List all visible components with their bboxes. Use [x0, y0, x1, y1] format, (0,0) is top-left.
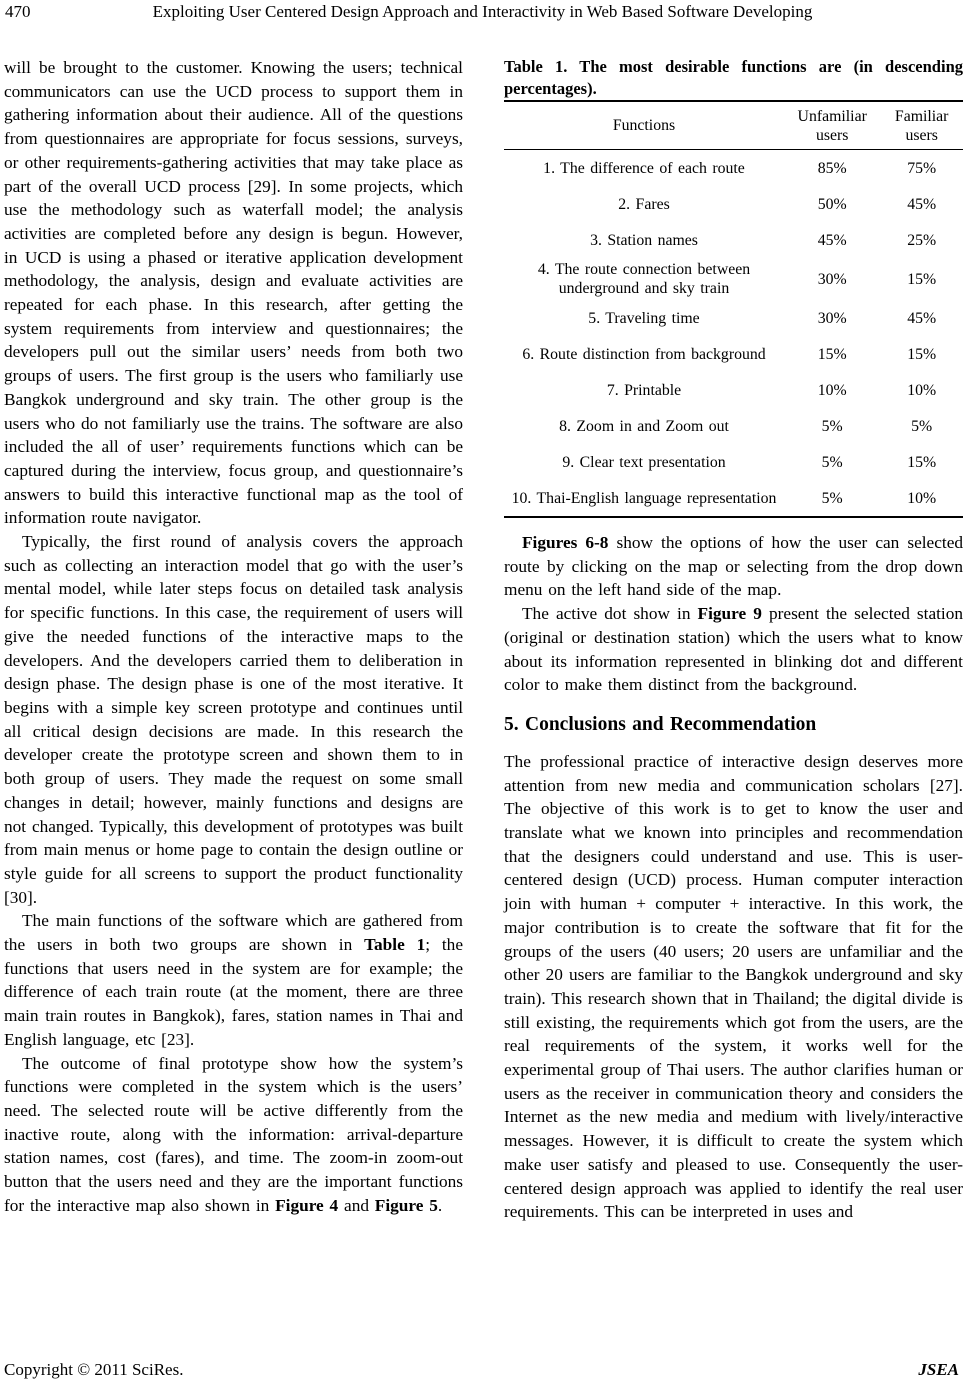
bold-reference: Figure 4 [275, 1195, 339, 1215]
text-run: Typically, the first round of analysis covers the approach such as collecting an interaction model that go with the user’s mental model, while later steps focus on detailed task analysis for specific functions. In this case, the requirement of users will give the needed functions of the interactive maps to the developers. And the developers carried them to deliberation in design phase. The design phase is one of the most iterative. It begins with a simple key screen prototype and continues until all critical design decisions are made. In this research the developer create the prototype screen and shown them to in both group of users. They made the request on some small changes in detail; however, mainly functions and designs are not changed. Typically, this development of prototypes was built from main menus or home page to contain the design outline or style guide for all screens to support the product functionality [30]. [4, 532, 463, 907]
text-run: The active dot show in [522, 604, 698, 624]
page-footer [4, 1358, 959, 1380]
familiar-users-cell: 15% [907, 453, 937, 471]
table-row [504, 258, 963, 300]
function-cell: 9. Clear text presentation [562, 453, 726, 471]
table-caption: Table 1. The most desirable functions are (in descending percentages). [504, 57, 963, 98]
bold-reference: Figure 5 [374, 1195, 438, 1215]
table-row [504, 480, 963, 517]
function-cell: 8. Zoom in and Zoom out [559, 417, 729, 435]
familiar-users-cell: 45% [907, 195, 937, 213]
function-cell: 6. Route distinction from background [522, 345, 766, 363]
familiar-users-cell: 10% [907, 381, 937, 399]
familiar-users-cell: 5% [911, 417, 933, 435]
unfamiliar-users-cell: 45% [817, 231, 847, 249]
bold-reference: Figure 9 [697, 604, 762, 624]
function-cell: 4. The route connection between underground and sky train [537, 261, 751, 297]
paragraph [504, 531, 963, 602]
left-column [4, 56, 463, 1224]
header-cell-unfamiliar: Unfamiliar users [784, 101, 880, 150]
text-run: show the options of how the user can selected route by clicking on the map or selecting from the drop down menu on the left hand side of the map. [504, 533, 964, 600]
bold-reference: Figures 6-8 [522, 533, 609, 552]
text-run: The main functions of the software which are gathered from the users in both two groups are shown in [4, 911, 463, 955]
text-run: The outcome of final prototype show how the system’s functions were completed in the system which is the users’ need. The selected route will be active differently from the inactive route, along with the information: arrival-departure station names, cost (fares), and time. The zoom-in zoom-out button that the users need and they are the important functions for the interactive map also shown in [4, 1053, 463, 1215]
copyright-text: Copyright © 2011 SciRes. [4, 1360, 184, 1379]
paragraph [4, 909, 463, 1051]
table-header-row [504, 101, 963, 150]
familiar-users-cell: 45% [907, 309, 937, 327]
bold-reference: Table 1 [364, 935, 426, 955]
text-run: and [338, 1195, 375, 1215]
unfamiliar-users-cell: 5% [784, 480, 880, 517]
function-cell: 5. Traveling time [588, 309, 700, 327]
text-run: will be brought to the customer. Knowing the users; technical communicators can use the UCD process to support them in gathering information about their audience. All of the questions from questionnaires are appropriate for focus sessions, surveys, or other requirements-gathering activities that may take place as part of the overall UCD process [29]. In some projects, which use the methodology such as waterfall model; the analysis activities are completed before any design is begun. However, in UCD is using a phased or iterative application development methodology, the analysis, design and evaluate activities are repeated for each phase. In this research, after getting the system requirements from interview and questionnaires; the developers pull out the similar users’ needs from both two groups of users. The first group is the users who familiarly use Bangkok underground and sky train. The other group is the users who do not familiarly use the trains. The software are also included the all of user’ requirements functions which can be captured during the interview, focus group, and questionnaire’s answers to build this interactive functional map as the tool of information route navigator. [4, 58, 463, 528]
table-row [504, 300, 963, 336]
unfamiliar-users-cell: 30% [817, 270, 847, 288]
header-cell-functions: Functions [504, 101, 784, 150]
paragraph [504, 602, 963, 697]
unfamiliar-users-cell: 15% [817, 345, 847, 363]
paragraph [504, 750, 963, 1224]
page-header [4, 2, 961, 24]
text-run: The professional practice of interactive design deserves more attention from new media and communication scholars [27]. The objective of this work is to get to know the user and translate what we known into principles and recommendation that the designers could understand and use. This is user-centered design (UCD) process. Human computer interaction join with human + computer + interactive. In this work, the major contribution is to create the software that fit for the groups of the users (40 users; 20 users are unfamiliar and the other 20 users are familiar to the Bangkok underground and sky train). This research shown that in Thailand; the digital divide is still existing, the requirements which got from the users, are the real requirements of the system, it works well for the experimental group of Thai users. The author clarifies human or users as the receiver in communication theory and considers the Internet as the new media and medium with lively/interactive messages. However, it is difficult to create the system which make user satisfy and pleased to use. Consequently the user-centered design approach was applied to identify the real user requirements. This can be interpreted in uses and [504, 751, 963, 1222]
function-cell: 7. Printable [606, 381, 682, 399]
familiar-users-cell: 10% [880, 480, 963, 517]
familiar-users-cell: 15% [907, 345, 937, 363]
journal-name: JSEA [918, 1360, 959, 1379]
page-number: 470 [5, 2, 31, 21]
paragraph [4, 530, 463, 909]
functions-table [504, 100, 963, 518]
function-cell: 10. Thai-English language representation [504, 480, 784, 517]
function-cell: 1. The difference of each route [543, 159, 745, 177]
unfamiliar-users-cell: 85% [817, 159, 847, 177]
right-column [504, 56, 963, 1224]
section-heading: 5. Conclusions and Recommendation [504, 713, 817, 735]
table-row [504, 372, 963, 408]
table-row [504, 150, 963, 187]
unfamiliar-users-cell: 30% [817, 309, 847, 327]
text-run: ; the functions that users need in the system are for example; the difference of each train route (at the moment, there are three main train routes in Bangkok), fares, station names in Thai and English language, etc [23]. [4, 935, 463, 1049]
table-row [504, 336, 963, 372]
unfamiliar-users-cell: 10% [817, 381, 847, 399]
unfamiliar-users-cell: 50% [817, 195, 847, 213]
familiar-users-cell: 75% [907, 159, 937, 177]
paragraph [4, 1052, 463, 1218]
table-row [504, 186, 963, 222]
two-column-body [4, 56, 963, 1224]
table-row [504, 408, 963, 444]
familiar-users-cell: 25% [907, 231, 937, 249]
text-run: present the selected station (original or destination station) which the users what to know about its information represented in blinking dot and different color to make them distinct from the background. [504, 604, 963, 695]
text-run: . [437, 1195, 443, 1215]
function-cell: 2. Fares [618, 195, 670, 213]
unfamiliar-users-cell: 5% [821, 453, 843, 471]
familiar-users-cell: 15% [907, 270, 937, 288]
table-row [504, 444, 963, 480]
unfamiliar-users-cell: 5% [821, 417, 843, 435]
table-row [504, 222, 963, 258]
paragraph [4, 56, 463, 530]
function-cell: 3. Station names [590, 231, 698, 249]
header-cell-familiar: Familiar users [880, 101, 963, 150]
running-title: Exploiting User Centered Design Approach and Interactivity in Web Based Software Developing [152, 2, 813, 21]
